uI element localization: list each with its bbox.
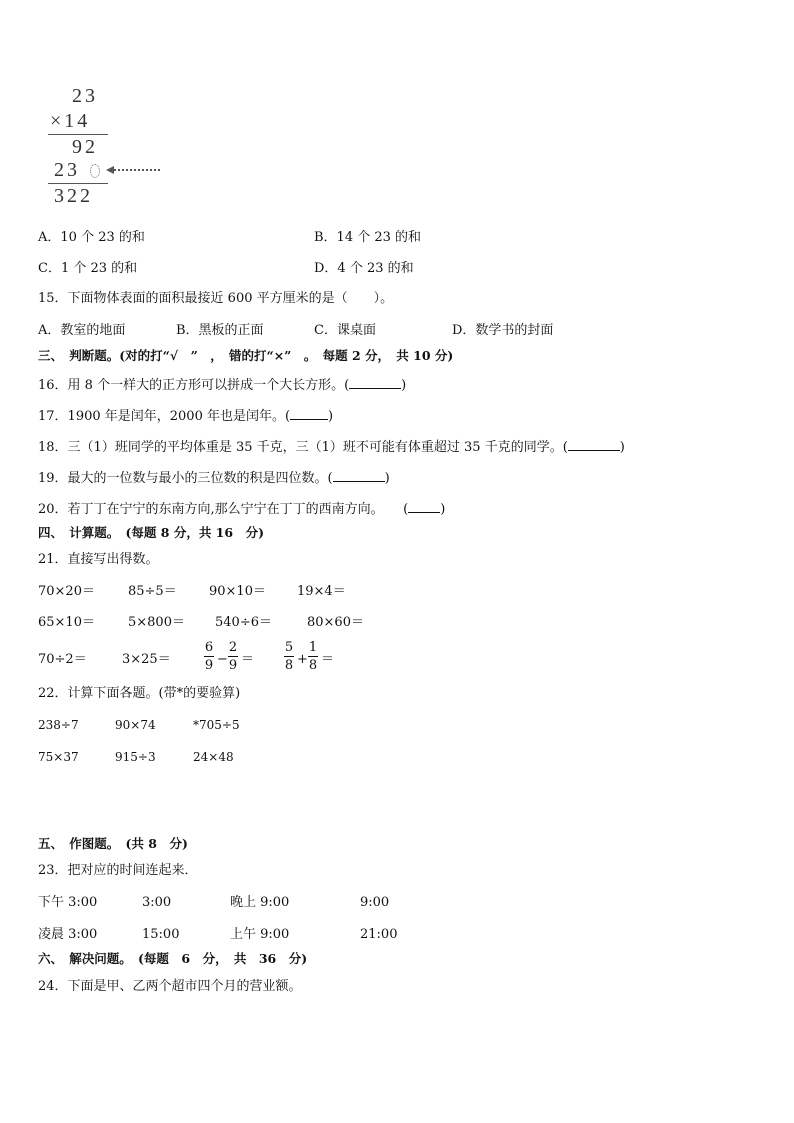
q17 (38, 408, 333, 423)
mult-rule-bottom (48, 183, 108, 184)
time-item[interactable]: 凌晨 3:00 (38, 927, 98, 942)
time-item[interactable]: 21:00 (360, 927, 398, 942)
mult-row-partial2: 23 (54, 159, 80, 181)
calc-item: 540÷6＝ (215, 615, 272, 630)
fraction-bar (204, 656, 214, 657)
answer-blank[interactable] (349, 377, 401, 389)
time-item[interactable]: 晚上 9:00 (230, 895, 290, 910)
q15-option-c: C．课桌面 (314, 323, 376, 338)
answer-blank[interactable] (333, 470, 385, 482)
q15-stem: 15．下面物体表面的面积最接近 600 平方厘米的是（ ）。 (38, 291, 394, 306)
q16-close: ) (401, 378, 407, 393)
q24-stem: 24．下面是甲、乙两个超市四个月的营业额。 (38, 979, 302, 994)
placeholder-circle (90, 164, 100, 178)
operator: − (217, 652, 228, 667)
mult-row-product: 322 (54, 185, 93, 207)
calc-item: 90×74 (115, 718, 156, 732)
numerator: 6 (204, 640, 214, 655)
q23-stem: 23．把对应的时间连起来． (38, 863, 198, 878)
equals: ＝ (321, 652, 335, 667)
denominator: 8 (284, 658, 294, 673)
denominator: 8 (308, 658, 318, 673)
q16-text: 16．用 8 个一样大的正方形可以拼成一个大长方形。( (38, 378, 350, 393)
calc-item: 65×10＝ (38, 615, 95, 630)
section4-heading: 四、 计算题。 (每题 8 分，共 16 分) (38, 525, 264, 540)
time-item[interactable]: 15:00 (142, 927, 180, 942)
denominator: 9 (228, 658, 238, 673)
q14-option-a: A．10 个 23 的和 (38, 230, 145, 245)
q18-close: ) (619, 440, 625, 455)
q22-stem: 22．计算下面各题。(带*的要验算) (38, 686, 241, 701)
answer-blank[interactable] (290, 408, 328, 420)
q17-text: 17．1900 年是闰年，2000 年也是闰年。( (38, 409, 291, 424)
fraction (204, 641, 214, 672)
q18 (38, 439, 625, 454)
mult-rule-top (48, 134, 108, 135)
equals: ＝ (241, 652, 255, 667)
operator: + (297, 652, 308, 667)
mult-row-partial1: 92 (72, 136, 98, 158)
time-item[interactable]: 上午 9:00 (230, 927, 290, 942)
calc-item: 3×25＝ (122, 652, 171, 667)
numerator: 1 (308, 640, 318, 655)
q15-option-b: B．黑板的正面 (176, 323, 264, 338)
calc-item: 5×800＝ (128, 615, 185, 630)
calc-item: 238÷7 (38, 718, 79, 732)
fraction-bar (284, 656, 294, 657)
numerator: 5 (284, 640, 294, 655)
arrow-icon (106, 166, 114, 174)
mult-row-multiplier: ×14 (50, 110, 91, 132)
calc-item: 24×48 (193, 750, 234, 764)
q19-close: ) (384, 471, 390, 486)
denominator: 9 (204, 658, 214, 673)
numerator: 2 (228, 640, 238, 655)
calc-item: 70×20＝ (38, 584, 95, 599)
q19-text: 19．最大的一位数与最小的三位数的积是四位数。( (38, 471, 333, 486)
answer-blank[interactable] (568, 439, 620, 451)
fraction (284, 641, 294, 672)
section3-heading: 三、 判断题。(对的打“√ ” ， 错的打“×” 。 每题 2 分， 共 10 分) (38, 348, 454, 363)
q20 (38, 501, 445, 516)
calc-item: *705÷5 (193, 718, 240, 732)
calc-item: 70÷2＝ (38, 652, 87, 667)
calc-item: 915÷3 (115, 750, 156, 764)
q20-close: ) (440, 502, 446, 517)
time-item[interactable]: 3:00 (142, 895, 172, 910)
q14-option-c: C．1 个 23 的和 (38, 261, 138, 276)
fraction (308, 641, 318, 672)
time-item[interactable]: 下午 3:00 (38, 895, 98, 910)
q21-stem: 21．直接写出得数。 (38, 552, 159, 567)
q15-option-a: A．教室的地面 (38, 323, 126, 338)
q17-close: ) (328, 409, 334, 424)
q19 (38, 470, 390, 485)
section5-heading: 五、 作图题。 (共 8 分) (38, 836, 188, 851)
fraction-bar (228, 656, 238, 657)
q15-option-d: D．数学书的封面 (452, 323, 554, 338)
q14-option-d: D．4 个 23 的和 (314, 261, 414, 276)
section6-heading: 六、 解决问题。 (每题 6 分， 共 36 分) (38, 951, 308, 966)
vertical-multiplication-figure (48, 84, 168, 209)
q14-option-b: B．14 个 23 的和 (314, 230, 422, 245)
dotted-pointer-line (114, 169, 160, 171)
fraction (228, 641, 238, 672)
mult-row-multiplicand: 23 (72, 85, 98, 107)
answer-blank[interactable] (408, 501, 440, 513)
q16 (38, 377, 406, 392)
q18-text: 18．三（1）班同学的平均体重是 35 千克，三（1）班不可能有体重超过 35 千克的同学。( (38, 440, 568, 455)
q20-text: 20．若丁丁在宁宁的东南方向,那么宁宁在丁丁的西南方向。 ( (38, 502, 409, 517)
calc-item: 90×10＝ (209, 584, 266, 599)
calc-item: 80×60＝ (307, 615, 364, 630)
calc-item: 85÷5＝ (128, 584, 177, 599)
time-item[interactable]: 9:00 (360, 895, 390, 910)
calc-item: 19×4＝ (297, 584, 346, 599)
calc-item: 75×37 (38, 750, 79, 764)
fraction-bar (308, 656, 318, 657)
